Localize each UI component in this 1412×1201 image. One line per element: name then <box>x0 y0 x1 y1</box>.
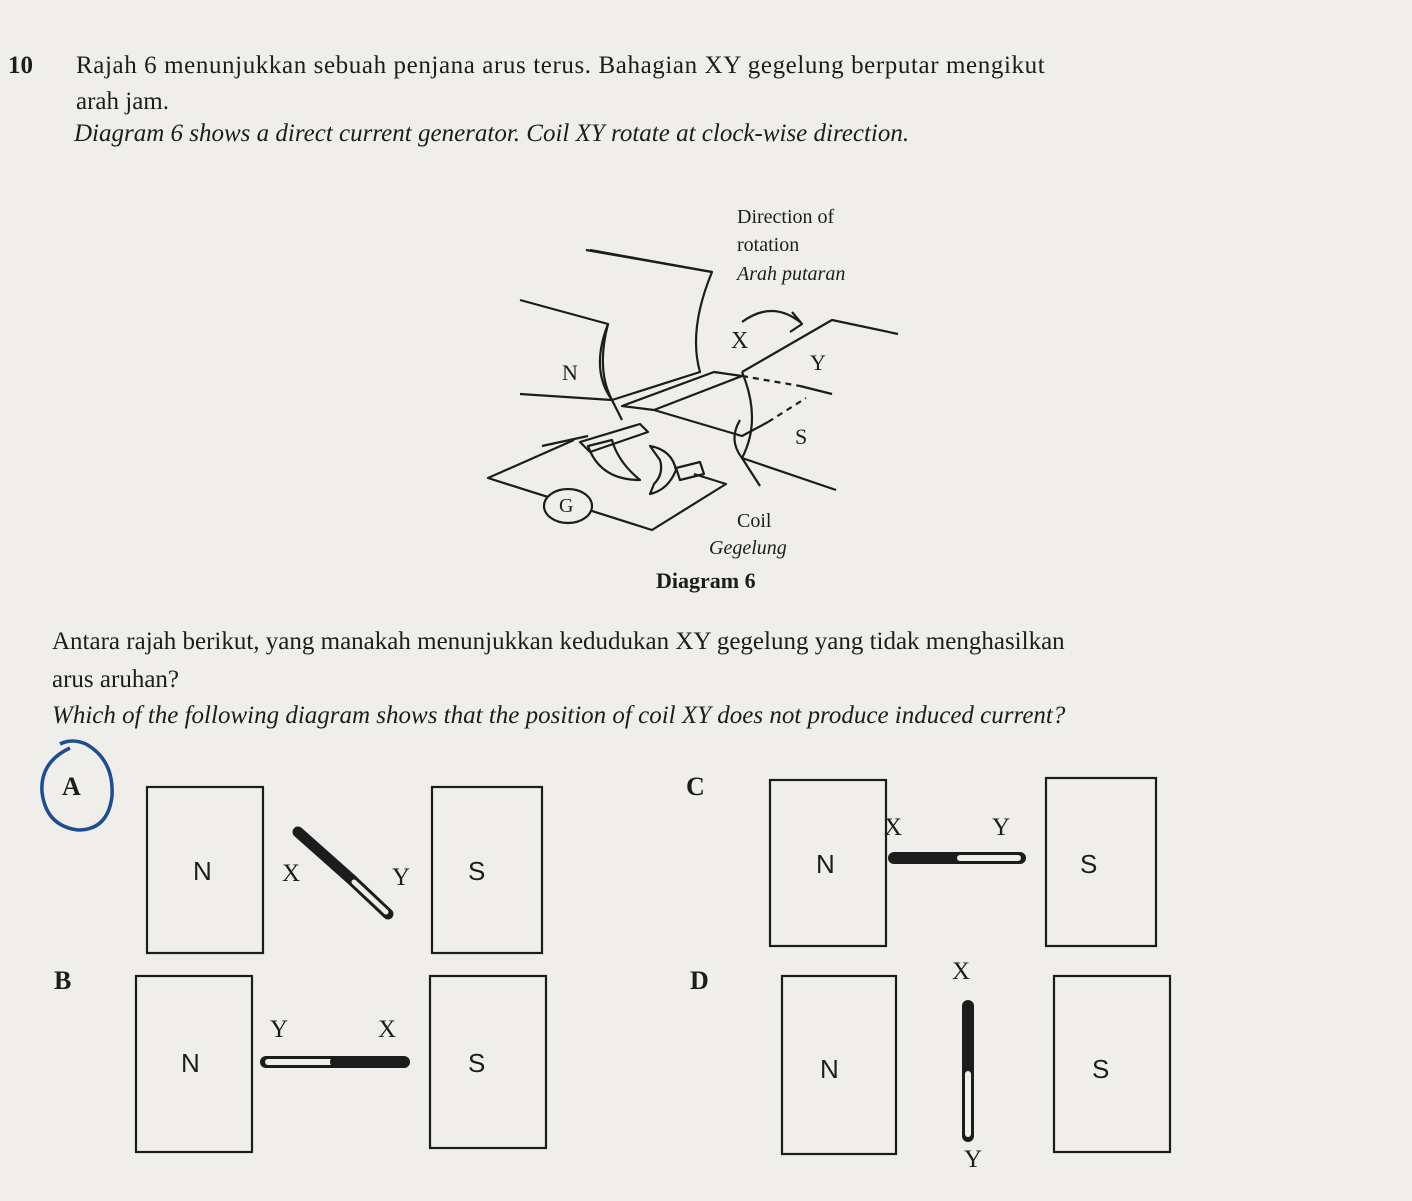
option-b-letter[interactable]: B <box>54 966 72 995</box>
prompt-text-malay-cont: arus aruhan? <box>52 666 180 693</box>
option-c-north-label: N <box>816 849 835 879</box>
option-a-north-label: N <box>193 856 212 886</box>
direction-label-en: Direction of <box>737 206 835 228</box>
direction-label-my: Arah putaran <box>737 263 846 285</box>
option-a-coil-y: Y <box>392 864 411 891</box>
coil-label-en: Coil <box>737 510 772 532</box>
diagram-label-x: X <box>731 328 749 354</box>
option-c-letter[interactable]: C <box>686 772 705 801</box>
option-a-coil <box>298 832 388 914</box>
option-a-south-label: S <box>468 856 486 886</box>
diagram-caption: Diagram 6 <box>656 568 756 593</box>
prompt-text-malay: Antara rajah berikut, yang manakah menunjukkan kedudukan XY gegelung yang tidak menghasilkan <box>52 628 1065 655</box>
option-c-coil-x: X <box>884 814 903 841</box>
option-c-south-magnet <box>1046 778 1156 946</box>
option-d-south-magnet <box>1054 976 1170 1152</box>
option-b-coil-y: Y <box>270 1016 289 1043</box>
option-d-north-label: N <box>820 1054 839 1084</box>
prompt-text-english: Which of the following diagram shows that the position of coil XY does not produce induced current? <box>52 702 1066 729</box>
direction-label-en-cont: rotation <box>737 234 800 256</box>
option-d-letter[interactable]: D <box>690 966 709 995</box>
option-d-south-label: S <box>1092 1054 1110 1084</box>
diagram-label-y: Y <box>810 350 826 375</box>
diagram-label-s: S <box>795 424 808 449</box>
option-b-south-magnet <box>430 976 546 1148</box>
option-b-north-label: N <box>181 1048 200 1078</box>
option-c-south-label: S <box>1080 849 1098 879</box>
diagram-label-g: G <box>559 495 574 517</box>
question-number: 10 <box>8 52 33 79</box>
coil-label-my: Gegelung <box>709 537 787 559</box>
option-b-coil-x: X <box>378 1016 397 1043</box>
option-d-coil-y: Y <box>964 1146 983 1173</box>
option-c-coil-y: Y <box>992 814 1011 841</box>
option-b-south-label: S <box>468 1048 486 1078</box>
question-text-english: Diagram 6 shows a direct current generator. Coil XY rotate at clock-wise direction. <box>74 120 910 147</box>
option-d-north-magnet <box>782 976 896 1154</box>
option-a-letter[interactable]: A <box>62 772 81 801</box>
option-a-south-magnet <box>432 787 542 953</box>
option-a-coil-x: X <box>282 860 301 887</box>
option-d-coil-x: X <box>952 958 971 985</box>
diagram-label-n: N <box>562 360 578 385</box>
question-text-malay: Rajah 6 menunjukkan sebuah penjana arus terus. Bahagian XY gegelung berputar mengikut <box>76 52 1046 79</box>
question-text-malay-cont: arah jam. <box>76 88 170 115</box>
